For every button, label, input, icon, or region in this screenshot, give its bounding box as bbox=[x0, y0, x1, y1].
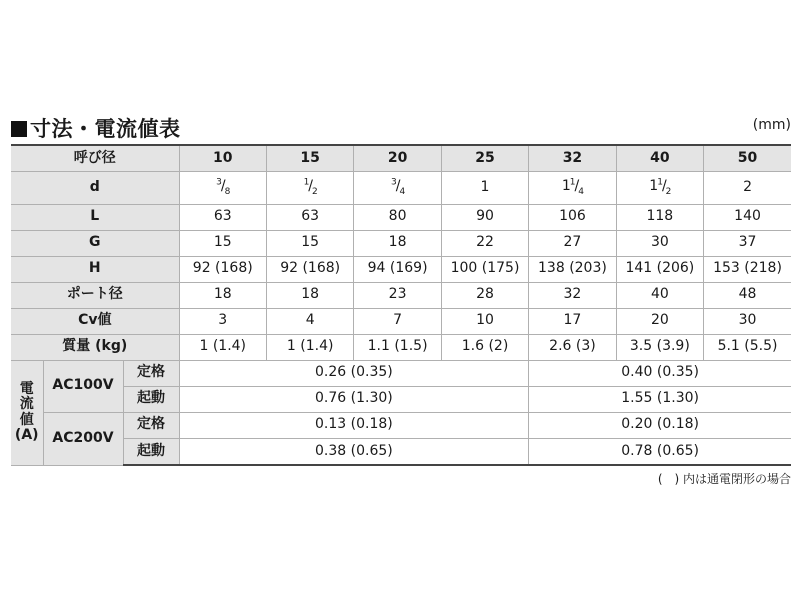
table-cell: 1 (1.4) bbox=[179, 334, 266, 360]
current-value: 0.40 (0.35) bbox=[529, 360, 791, 386]
row-label: Cv値 bbox=[11, 308, 179, 334]
table-cell: 118 bbox=[616, 204, 703, 230]
table-cell: 3 bbox=[179, 308, 266, 334]
table-cell: 1 bbox=[441, 172, 528, 204]
header-row bbox=[11, 145, 791, 172]
table-cell: 138 (203) bbox=[529, 256, 616, 282]
current-value: 0.78 (0.65) bbox=[529, 438, 791, 465]
voltage-label-ac100: AC100V bbox=[43, 360, 123, 412]
current-value: 0.13 (0.18) bbox=[179, 412, 529, 438]
table-cell: $^3/_8$ bbox=[179, 172, 266, 204]
row-label: L bbox=[11, 204, 179, 230]
table-row bbox=[11, 334, 791, 360]
table-cell: 17 bbox=[529, 308, 616, 334]
table-cell: 4 bbox=[266, 308, 353, 334]
row-label: H bbox=[11, 256, 179, 282]
table-row bbox=[11, 230, 791, 256]
table-cell: 40 bbox=[616, 282, 703, 308]
current-value: 1.55 (1.30) bbox=[529, 386, 791, 412]
table-cell: $^3/_4$ bbox=[354, 172, 441, 204]
size-cell: 50 bbox=[704, 145, 791, 172]
table-cell: 22 bbox=[441, 230, 528, 256]
current-row-ac100-start bbox=[11, 386, 791, 412]
table-cell: 2 bbox=[704, 172, 791, 204]
current-value: 0.20 (0.18) bbox=[529, 412, 791, 438]
table-cell: 1 (1.4) bbox=[266, 334, 353, 360]
table-cell: 10 bbox=[441, 308, 528, 334]
current-row-ac100-rated bbox=[11, 360, 791, 386]
table-cell: 23 bbox=[354, 282, 441, 308]
table-row bbox=[11, 282, 791, 308]
table-row bbox=[11, 308, 791, 334]
table-cell: 15 bbox=[266, 230, 353, 256]
table-cell: 1.1 (1.5) bbox=[354, 334, 441, 360]
table-cell: 27 bbox=[529, 230, 616, 256]
current-value: 0.26 (0.35) bbox=[179, 360, 529, 386]
table-cell: 3.5 (3.9) bbox=[616, 334, 703, 360]
table-cell: 18 bbox=[354, 230, 441, 256]
table-cell: 100 (175) bbox=[441, 256, 528, 282]
table-cell: 153 (218) bbox=[704, 256, 791, 282]
table-cell: 7 bbox=[354, 308, 441, 334]
table-cell: 20 bbox=[616, 308, 703, 334]
table-cell: 141 (206) bbox=[616, 256, 703, 282]
table-cell: 30 bbox=[616, 230, 703, 256]
footnote: ( ) 内は通電閉形の場合 bbox=[657, 472, 791, 486]
current-value: 0.76 (1.30) bbox=[179, 386, 529, 412]
table-cell: 94 (169) bbox=[354, 256, 441, 282]
size-cell: 40 bbox=[616, 145, 703, 172]
table-cell: $^1/_2$ bbox=[266, 172, 353, 204]
table-cell: $1^1/_2$ bbox=[616, 172, 703, 204]
size-cell: 25 bbox=[441, 145, 528, 172]
square-bullet-icon bbox=[11, 121, 27, 137]
table-row bbox=[11, 172, 791, 204]
start-label: 起動 bbox=[123, 386, 179, 412]
rated-label: 定格 bbox=[123, 360, 179, 386]
table-cell: 80 bbox=[354, 204, 441, 230]
size-cell: 10 bbox=[179, 145, 266, 172]
row-label: ポート径 bbox=[11, 282, 179, 308]
table-cell: 18 bbox=[266, 282, 353, 308]
table-cell: $1^1/_4$ bbox=[529, 172, 616, 204]
table-cell: 30 bbox=[704, 308, 791, 334]
table-row bbox=[11, 256, 791, 282]
row-label: d bbox=[11, 172, 179, 204]
table-cell: 5.1 (5.5) bbox=[704, 334, 791, 360]
row-label: G bbox=[11, 230, 179, 256]
table-cell: 37 bbox=[704, 230, 791, 256]
size-cell: 15 bbox=[266, 145, 353, 172]
rated-label: 定格 bbox=[123, 412, 179, 438]
table-cell: 28 bbox=[441, 282, 528, 308]
table-cell: 63 bbox=[266, 204, 353, 230]
start-label: 起動 bbox=[123, 438, 179, 465]
table-title: 寸法・電流値表 bbox=[11, 113, 181, 143]
table-row bbox=[11, 204, 791, 230]
table-cell: 140 bbox=[704, 204, 791, 230]
current-row-ac200-rated bbox=[11, 412, 791, 438]
table-cell: 2.6 (3) bbox=[529, 334, 616, 360]
table-cell: 1.6 (2) bbox=[441, 334, 528, 360]
table-cell: 18 bbox=[179, 282, 266, 308]
row-label: 質量 (kg) bbox=[11, 334, 179, 360]
header-label: 呼び径 bbox=[11, 145, 179, 172]
current-value: 0.38 (0.65) bbox=[179, 438, 529, 465]
size-cell: 20 bbox=[354, 145, 441, 172]
unit-label: (mm) bbox=[752, 117, 791, 133]
table-cell: 32 bbox=[529, 282, 616, 308]
table-cell: 92 (168) bbox=[179, 256, 266, 282]
current-row-ac200-start bbox=[11, 438, 791, 465]
size-cell: 32 bbox=[529, 145, 616, 172]
voltage-label-ac200: AC200V bbox=[43, 412, 123, 465]
table-cell: 15 bbox=[179, 230, 266, 256]
spec-table bbox=[11, 144, 791, 466]
table-cell: 48 bbox=[704, 282, 791, 308]
table-cell: 106 bbox=[529, 204, 616, 230]
table-cell: 90 bbox=[441, 204, 528, 230]
current-label: 電 流 値 (A) bbox=[11, 360, 43, 465]
table-cell: 92 (168) bbox=[266, 256, 353, 282]
table-cell: 63 bbox=[179, 204, 266, 230]
